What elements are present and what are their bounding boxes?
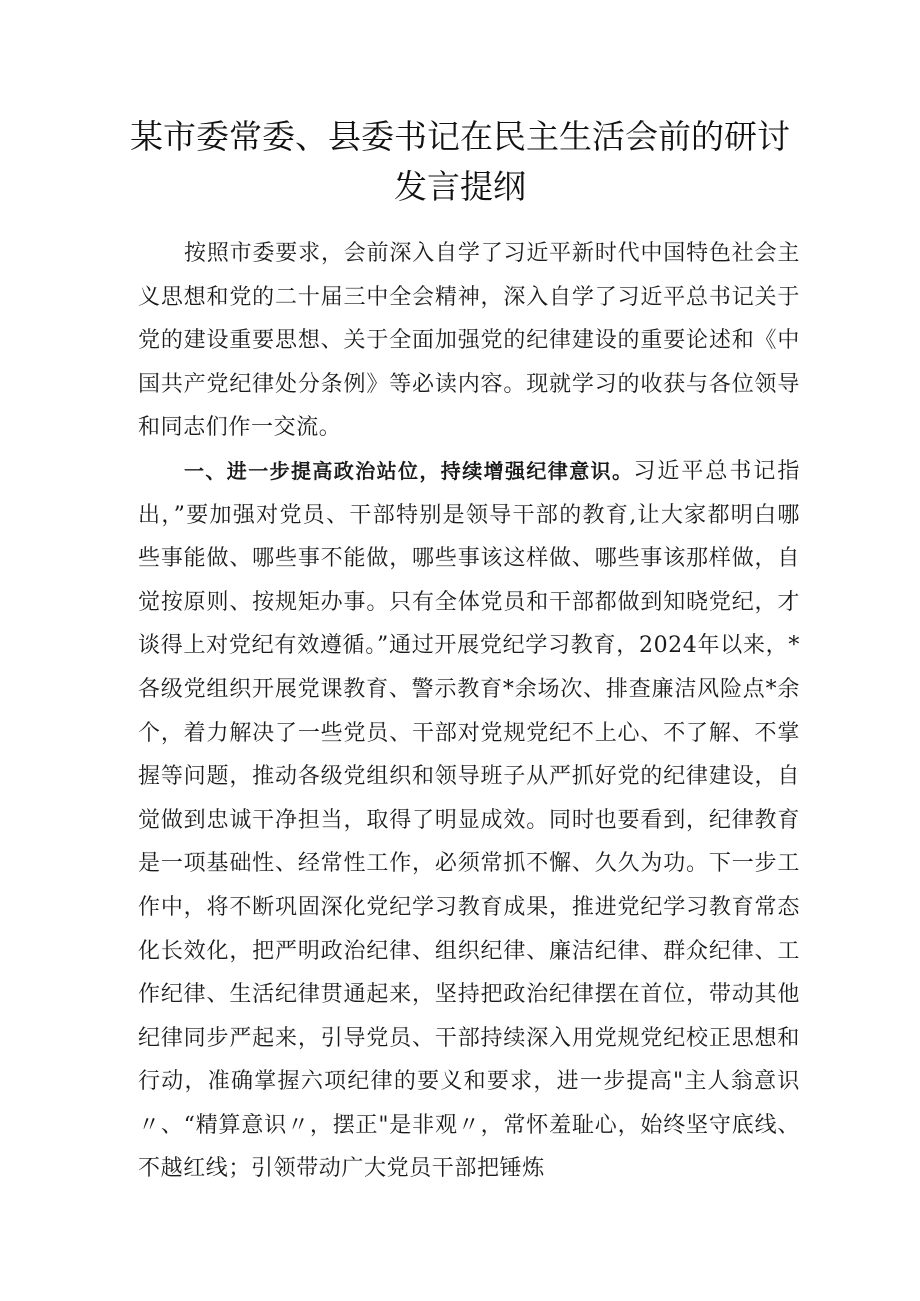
paragraph-section-one: [138, 450, 800, 1191]
section-body-text: 习近平总书记指出，”要加强对党员、干部特别是领导干部的教育,让大家都明白哪些事能做、哪些事不能做，哪些事该这样做、哪些事该那样做，自觉按原则、按规矩办事。只有全体党员和干部都做到知晓党纪，才谈得上对党纪有效遵循。”通过开展党纪学习教育，2024年以来，*各级党组织开展党课教育、警示教育*余场次、排查廉洁风险点*余个，着力解决了一些党员、干部对党规党纪不上心、不了解、不掌握等问题，推动各级党组织和领导班子从严抓好党的纪律建设，自觉做到忠诚干净担当，取得了明显成效。同时也要看到，纪律教育是一项基础性、经常性工作，必须常抓不懈、久久为功。下一步工作中，将不断巩固深化党纪学习教育成果，推进党纪学习教育常态化长效化，把严明政治纪律、组织纪律、廉洁纪律、群众纪律、工作纪律、生活纪律贯通起来，坚持把政治纪律摆在首位，带动其他纪律同步严起来，引导党员、干部持续深入用党规党纪校正思想和行动，准确掌握六项纪律的要义和要求，进一步提高"主人翁意识〃、“精算意识〃，摆正"是非观〃，常怀羞耻心，始终坚守底线、不越红线；引领带动广大党员干部把锤炼: [138, 458, 801, 1182]
paragraph-intro: 按照市委要求，会前深入自学了习近平新时代中国特色社会主义思想和党的二十届三中全会精神，深入自学了习近平总书记关于党的建设重要思想、关于全面加强党的纪律建设的重要论述和《中国共产党纪律处分条例》等必读内容。现就学习的收获与各位领导和同志们作一交流。: [138, 241, 800, 441]
document-body: [138, 232, 800, 1191]
section-heading: 一、进一步提高政治站位，持续增强纪律意识。: [184, 458, 634, 483]
document-title: 某市委常委、县委书记在民主生活会前的研讨发言提纲: [130, 117, 790, 206]
